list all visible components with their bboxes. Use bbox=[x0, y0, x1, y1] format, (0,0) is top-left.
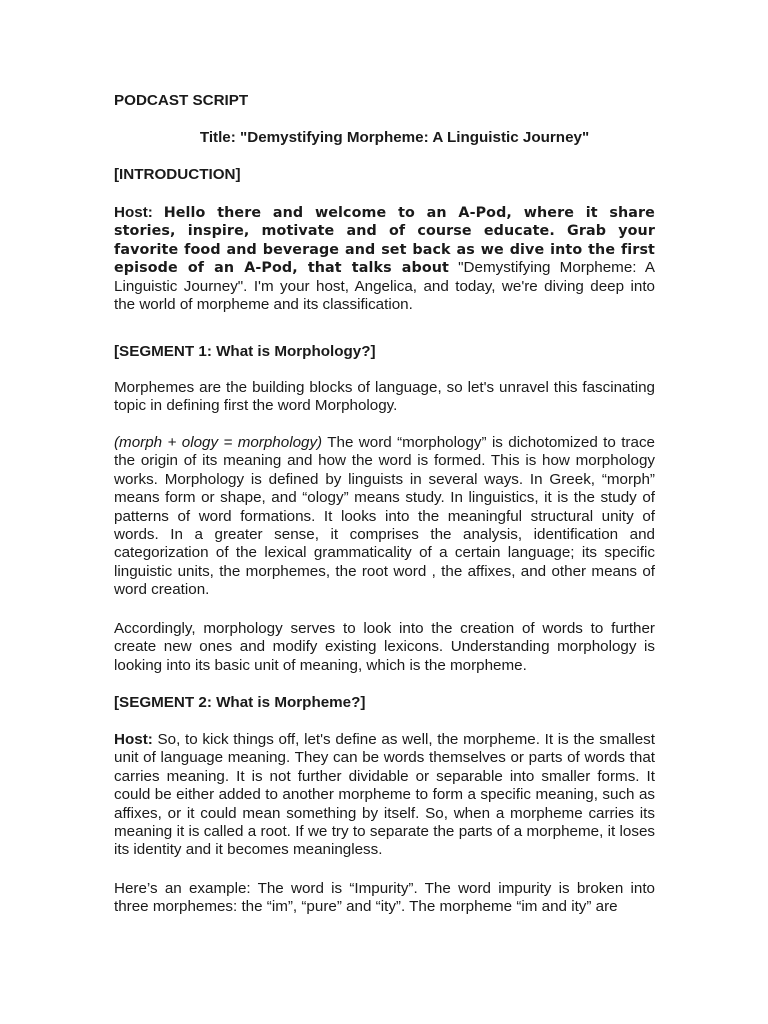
segment2-paragraph-1-text: So, to kick things off, let's define as well, the morpheme. It is the smallest unit of language meaning. They can be words themselves or parts of words that carries meaning. It is not further dividable or separable into smaller forms. It could be either added to another morpheme to form a specific meaning, such as affixes, or it could mean something by itself. So, when a morpheme carries its meaning it is called a root. If we try to separate the parts of a morpheme, it loses its identity and it becomes meaningless. bbox=[114, 731, 655, 859]
intro-bold-text: Hello there and welcome to an A-Pod, where it share stories, inspire, motivate and of course educate. Grab your favorite food and beverage and set back as we dive into the first episode of an A-Pod, that talks about bbox=[114, 205, 655, 277]
intro-paragraph bbox=[114, 204, 655, 314]
intro-rest-text: "Demystifying Morpheme: A Linguistic Journey". I'm your host, Angelica, and today, we're diving deep into the world of morpheme and its classification. bbox=[114, 259, 655, 314]
segment1-paragraph-2-text: The word “morphology” is dichotomized to trace the origin of its meaning and how the word is formed. This is how morphology works. Morphology is defined by linguists in several ways. In Greek, “morph” means form or shape, and “ology” means study. In linguistics, it is the study of patterns of word formations. It looks into the meaningful structural unity of words. In a greater sense, it comprises the analysis, identification and categorization of the lexical grammaticality of a certain language; its specific linguistic units, the morphemes, the root word , the affixes, and other means of word creation. bbox=[114, 434, 655, 599]
segment2-paragraph-2: Here’s an example: The word is “Impurity”. The word impurity is broken into three morphemes: the “im”, “pure” and “ity”. The morpheme “im and ity” are bbox=[114, 880, 655, 916]
intro-heading: [INTRODUCTION] bbox=[114, 166, 241, 183]
segment1-paragraph-3: Accordingly, morphology serves to look into the creation of words to further create new ones and modify existing lexicons. Understanding morphology is looking into its basic unit of meaning, which is the morpheme. bbox=[114, 620, 655, 674]
segment2-paragraph-1 bbox=[114, 731, 655, 860]
segment1-heading: [SEGMENT 1: What is Morphology?] bbox=[114, 343, 376, 360]
segment1-paragraph-2 bbox=[114, 434, 655, 600]
segment2-host-label: Host: bbox=[114, 731, 153, 748]
host-label: Host: bbox=[114, 204, 153, 221]
episode-title: Title: "Demystifying Morpheme: A Linguistic Journey" bbox=[199, 129, 590, 146]
segment2-heading: [SEGMENT 2: What is Morpheme?] bbox=[114, 694, 366, 711]
segment1-paragraph-1: Morphemes are the building blocks of language, so let's unravel this fascinating topic in defining first the word Morphology. bbox=[114, 379, 655, 415]
morphology-formula: (morph + ology = morphology) bbox=[114, 434, 323, 451]
script-header: PODCAST SCRIPT bbox=[114, 92, 249, 109]
